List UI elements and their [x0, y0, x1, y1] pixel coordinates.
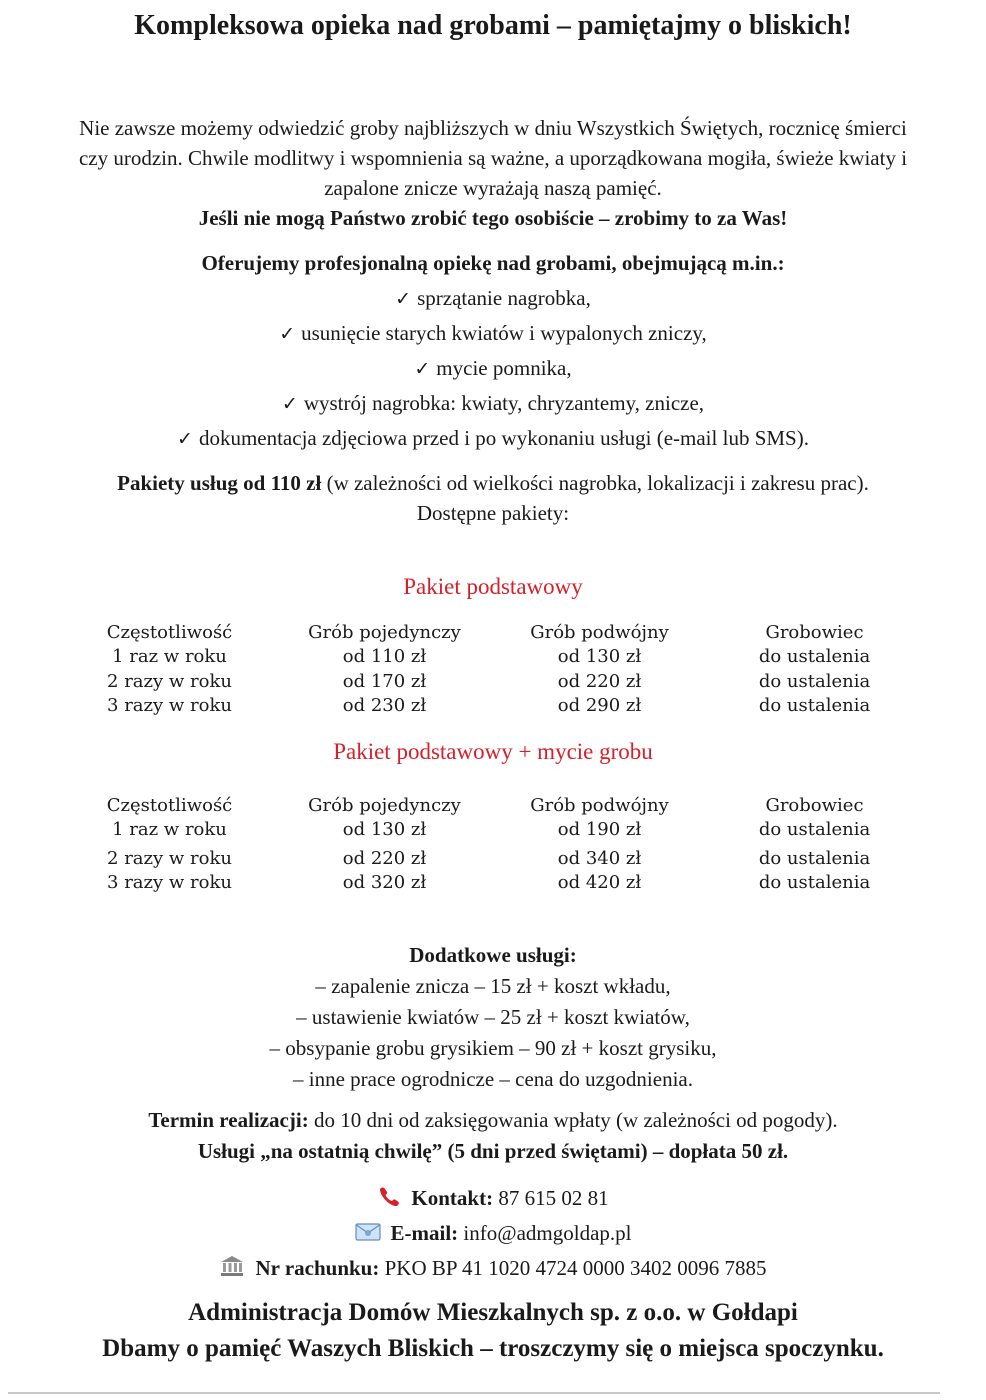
bank-icon	[219, 1255, 245, 1285]
extras-item: – obsypanie grobu grysikiem – 90 zł + koszt grysiku,	[269, 1036, 717, 1060]
pricing-line: Pakiety usług od 110 zł (w zależności od wielkości nagrobka, lokalizacji i zakresu prac).	[117, 471, 869, 495]
table-row	[62, 694, 922, 719]
offer-item: ✓ dokumentacja zdjęciowa przed i po wykonaniu usługi (e-mail lub SMS).	[177, 426, 809, 450]
check-icon: ✓	[281, 393, 298, 415]
table-cell: od 170 zł	[342, 670, 427, 692]
footer-slogan: Dbamy o pamięć Waszych Bliskich – troszczymy się o miejsca spoczynku.	[102, 1335, 884, 1362]
intro-line-1: Nie zawsze możemy odwiedzić groby najbliższych w dniu Wszystkich Świętych, rocznicę śmierci	[79, 116, 907, 140]
package-table-basic	[62, 620, 922, 718]
table-cell: do ustalenia	[758, 670, 871, 692]
table-header: Grób podwójny	[530, 621, 669, 643]
table-row	[62, 818, 922, 843]
table-header: Grób pojedynczy	[308, 621, 461, 643]
table-header: Grobowiec	[765, 621, 864, 643]
table-cell: od 130 zł	[557, 646, 642, 668]
table-row	[62, 842, 922, 871]
table-header: Częstotliwość	[106, 794, 233, 816]
footer-company: Administracja Domów Mieszkalnych sp. z o.o. w Gołdapi	[188, 1299, 798, 1326]
table-cell: 3 razy w roku	[107, 872, 232, 894]
offer-item: ✓ wystrój nagrobka: kwiaty, chryzantemy, znicze,	[281, 391, 705, 415]
intro-line-2: czy urodzin. Chwile modlitwy i wspomnienia są ważne, a uporządkowana mogiła, świeże kwiaty i	[78, 146, 908, 170]
available-packages: Dostępne pakiety:	[416, 501, 570, 525]
table-row	[62, 645, 922, 670]
table-header: Częstotliwość	[106, 621, 233, 643]
table-cell: od 320 zł	[342, 872, 427, 894]
last-minute-note: Usługi „na ostatnią chwilę” (5 dni przed świętami) – dopłata 50 zł.	[197, 1139, 789, 1163]
table-header-row	[62, 793, 922, 818]
offer-heading: Oferujemy profesjonalną opiekę nad grobami, obejmującą m.in.:	[201, 251, 785, 275]
table-cell: od 230 zł	[342, 695, 427, 717]
table-cell: 2 razy w roku	[107, 847, 232, 869]
table-cell: do ustalenia	[758, 646, 871, 668]
check-icon: ✓	[395, 288, 412, 310]
table-cell: 3 razy w roku	[107, 695, 232, 717]
table-cell: do ustalenia	[758, 819, 871, 841]
table-header: Grobowiec	[765, 794, 864, 816]
check-icon: ✓	[279, 323, 296, 345]
table-cell: od 130 zł	[342, 819, 427, 841]
package-table-washing	[62, 793, 922, 895]
table-cell: od 290 zł	[557, 695, 642, 717]
check-icon: ✓	[414, 358, 431, 380]
intro-bold: Jeśli nie mogą Państwo zrobić tego osobiście – zrobimy to za Was!	[198, 206, 788, 230]
table-cell: do ustalenia	[758, 695, 871, 717]
table-header: Grób podwójny	[530, 794, 669, 816]
table-cell: od 420 zł	[557, 872, 642, 894]
table-cell: do ustalenia	[758, 872, 871, 894]
contact-email: E-mail: info@admgoldap.pl	[0, 1218, 986, 1250]
table-header-row	[62, 620, 922, 645]
table-cell: od 220 zł	[557, 670, 642, 692]
contact-phone: Kontakt: 87 615 02 81	[0, 1183, 986, 1215]
package-title-basic: Pakiet podstawowy	[403, 574, 583, 599]
phone-icon	[377, 1185, 401, 1215]
table-cell: od 190 zł	[557, 819, 642, 841]
extras-heading: Dodatkowe usługi:	[409, 943, 577, 967]
offer-item: ✓ usunięcie starych kwiatów i wypalonych zniczy,	[279, 321, 707, 345]
table-header: Grób pojedynczy	[308, 794, 461, 816]
email-icon	[355, 1220, 381, 1250]
table-cell: od 220 zł	[342, 847, 427, 869]
table-cell: 2 razy w roku	[107, 670, 232, 692]
offer-item: ✓ sprzątanie nagrobka,	[395, 286, 591, 310]
contact-account: Nr rachunku: PKO BP 41 1020 4724 0000 3402 0096 7885	[0, 1253, 986, 1285]
intro-line-3: zapalone znicze wyrażają naszą pamięć.	[324, 176, 662, 200]
offer-item: ✓ mycie pomnika,	[414, 356, 572, 380]
table-cell: do ustalenia	[758, 847, 871, 869]
page-title: Kompleksowa opieka nad grobami – pamiętajmy o bliskich!	[134, 10, 852, 41]
table-row	[62, 871, 922, 896]
bottom-divider	[8, 1392, 940, 1394]
extras-item: – inne prace ogrodnicze – cena do uzgodnienia.	[293, 1067, 693, 1091]
package-title-washing: Pakiet podstawowy + mycie grobu	[333, 739, 653, 764]
extras-item: – ustawienie kwiatów – 25 zł + koszt kwiatów,	[296, 1005, 690, 1029]
table-cell: 1 raz w roku	[112, 819, 227, 841]
terms-line: Termin realizacji: do 10 dni od zaksięgowania wpłaty (w zależności od pogody).	[148, 1108, 838, 1132]
table-row	[62, 669, 922, 694]
check-icon: ✓	[177, 428, 193, 450]
table-cell: od 340 zł	[557, 847, 642, 869]
table-cell: od 110 zł	[342, 646, 427, 668]
table-cell: 1 raz w roku	[112, 646, 227, 668]
extras-item: – zapalenie znicza – 15 zł + koszt wkładu,	[315, 974, 671, 998]
